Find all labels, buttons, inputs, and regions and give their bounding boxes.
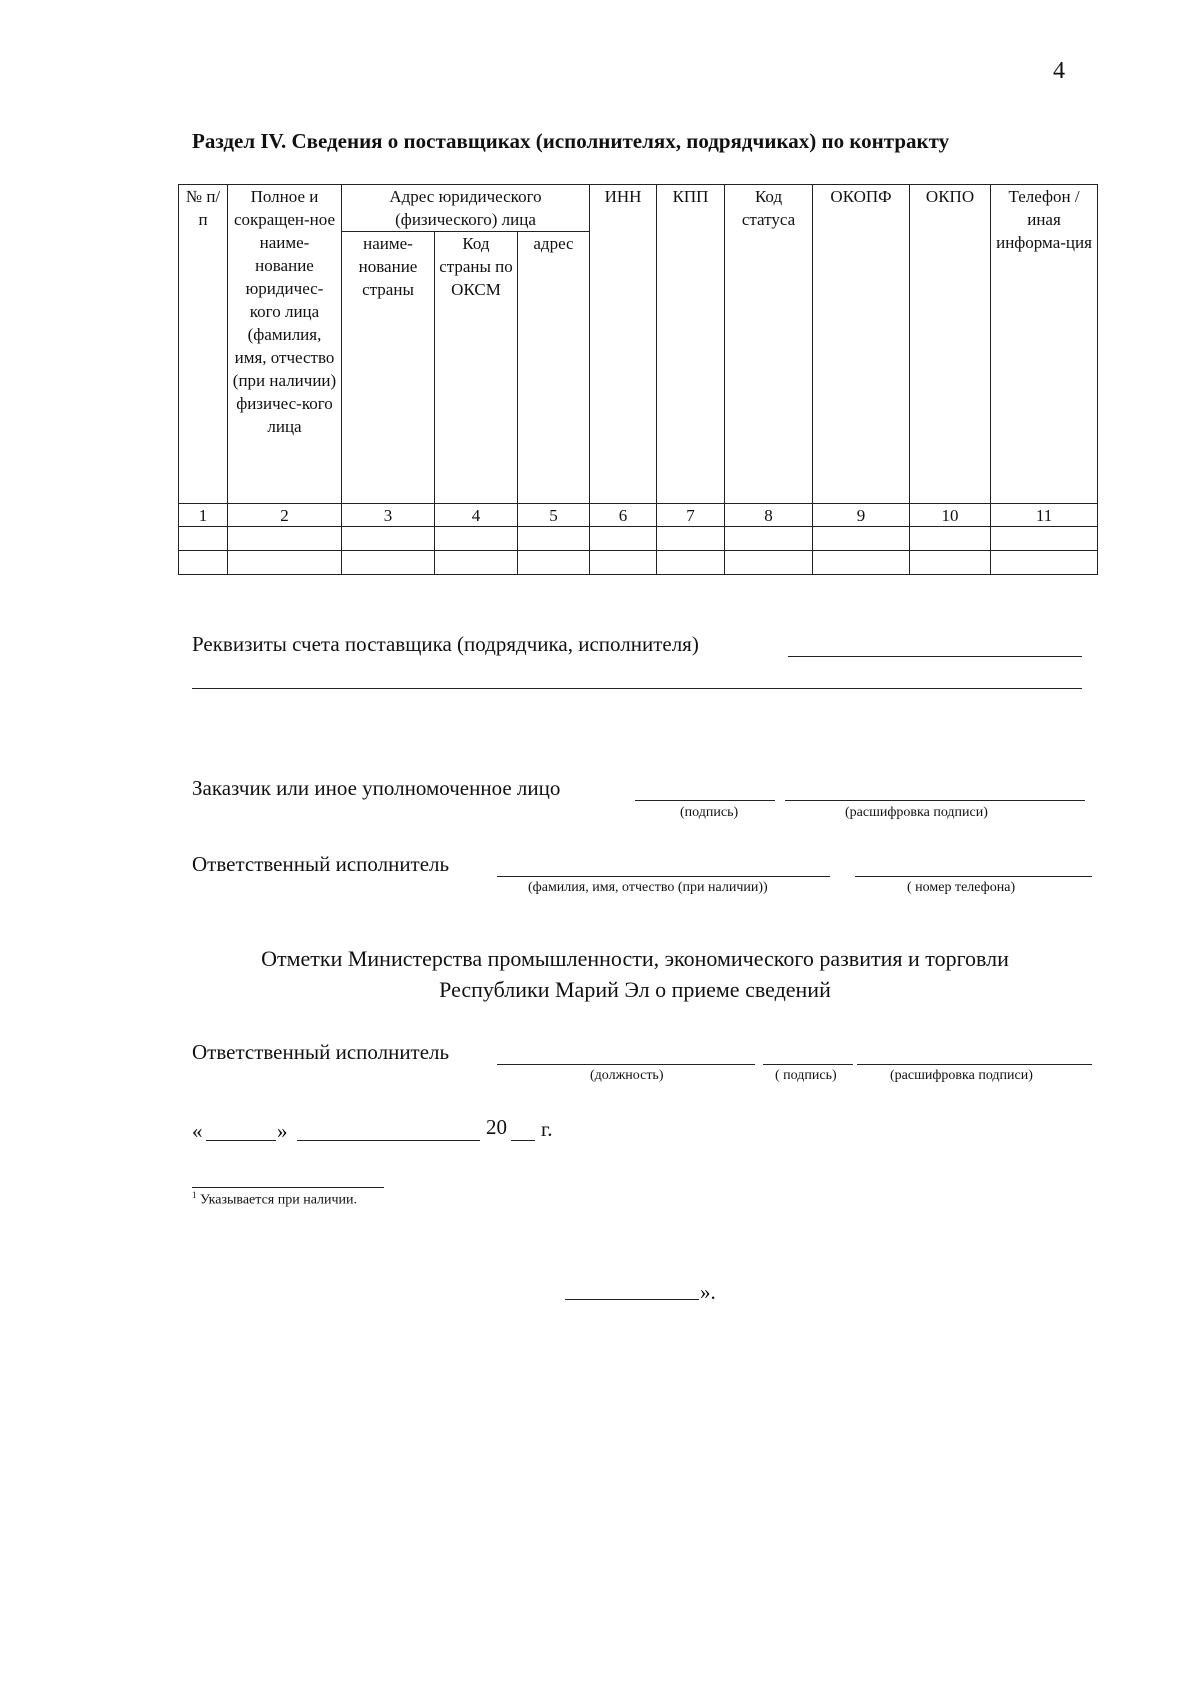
footnote [192,1190,357,1209]
column-number: 2 [228,504,342,527]
table-cell[interactable] [590,527,657,551]
customer-label: Заказчик или иное уполномоченное лицо [192,776,561,800]
customer-signature-field[interactable] [635,800,775,801]
table-cell[interactable] [179,551,228,575]
page-number: 4 [1053,58,1065,84]
ministry-decoding-caption: (расшифровка подписи) [890,1068,1033,1083]
table-cell[interactable] [228,527,342,551]
column-number: 4 [435,504,518,527]
date-day-field[interactable] [206,1140,276,1141]
suppliers-table [178,184,1098,575]
table-cell[interactable] [910,527,991,551]
header-address-group: Адрес юридического (физического) лица [342,185,590,232]
customer-signature-caption: (подпись) [680,805,739,820]
column-number: 6 [590,504,657,527]
table-cell[interactable] [435,527,518,551]
ministry-marks-line-2: Республики Марий Эл о приеме сведений [439,977,831,1002]
ministry-marks-heading [180,943,1090,1005]
section-title: Раздел IV. Сведения о поставщиках (исполнителях, подрядчиках) по контракту [192,129,950,153]
date-month-field[interactable] [297,1140,480,1141]
executor-fio-caption: (фамилия, имя, отчество (при наличии)) [528,880,768,895]
footnote-separator [192,1187,384,1188]
ministry-marks-line-1: Отметки Министерства промышленности, экономического развития и торговли [261,946,1009,971]
requisites-label: Реквизиты счета поставщика (подрядчика, исполнителя) [192,632,699,656]
customer-decoding-field[interactable] [785,800,1085,801]
table-cell[interactable] [657,527,725,551]
date-year-field[interactable] [511,1140,535,1141]
header-num: № п/п [179,185,228,504]
column-number: 10 [910,504,991,527]
executor-phone-field[interactable] [855,876,1092,877]
column-number: 1 [179,504,228,527]
ministry-decoding-field[interactable] [857,1064,1092,1065]
table-cell[interactable] [813,551,910,575]
customer-decoding-caption: (расшифровка подписи) [845,805,988,820]
header-okopf: ОКОПФ [813,185,910,504]
column-number: 7 [657,504,725,527]
table-cell[interactable] [725,551,813,575]
table-row [179,551,1098,575]
table-cell[interactable] [991,527,1098,551]
ministry-signature-field[interactable] [763,1064,853,1065]
table-cell[interactable] [518,551,590,575]
table-cell[interactable] [590,551,657,575]
table-cell[interactable] [342,551,435,575]
table-cell[interactable] [342,527,435,551]
date-year-suffix: г. [541,1117,553,1141]
table-cell[interactable] [228,551,342,575]
table-cell[interactable] [910,551,991,575]
table-cell[interactable] [435,551,518,575]
requisites-field-line-2[interactable] [192,688,1082,689]
executor-fio-field[interactable] [497,876,830,877]
closing-line [565,1299,699,1300]
header-inn: ИНН [590,185,657,504]
table-cell[interactable] [991,551,1098,575]
executor-label: Ответственный исполнитель [192,852,450,876]
table-cell[interactable] [518,527,590,551]
column-number: 8 [725,504,813,527]
ministry-position-caption: (должность) [590,1068,664,1083]
ministry-signature-caption: ( подпись) [775,1068,837,1083]
date-close-quote: » [277,1119,288,1143]
header-country-name: наиме-нование страны [342,232,435,504]
column-number-row [179,504,1098,527]
table-cell[interactable] [725,527,813,551]
header-kpp: КПП [657,185,725,504]
column-number: 3 [342,504,435,527]
closing-mark: ». [700,1280,716,1304]
requisites-field[interactable] [788,656,1082,657]
ministry-executor-label: Ответственный исполнитель [192,1040,450,1064]
header-status: Код статуса [725,185,813,504]
header-phone: Телефон /иная информа-ция [991,185,1098,504]
table-cell[interactable] [179,527,228,551]
executor-phone-caption: ( номер телефона) [907,880,1016,895]
header-name: Полное и сокращен-ное наиме-нование юридичес-кого лица (фамилия, имя, отчество (при наличии) физичес-кого лица [228,185,342,504]
header-address: адрес [518,232,590,504]
table-cell[interactable] [813,527,910,551]
table-row [179,527,1098,551]
table-cell[interactable] [657,551,725,575]
column-number: 9 [813,504,910,527]
header-okpo: ОКПО [910,185,991,504]
header-country-code: Код страны по ОКСМ [435,232,518,504]
ministry-position-field[interactable] [497,1064,755,1065]
footnote-text: Указывается при наличии. [200,1192,358,1208]
date-open-quote: « [192,1119,203,1143]
footnote-marker: 1 [192,1190,197,1200]
column-number: 11 [991,504,1098,527]
date-year-prefix: 20 [486,1115,507,1139]
column-number: 5 [518,504,590,527]
